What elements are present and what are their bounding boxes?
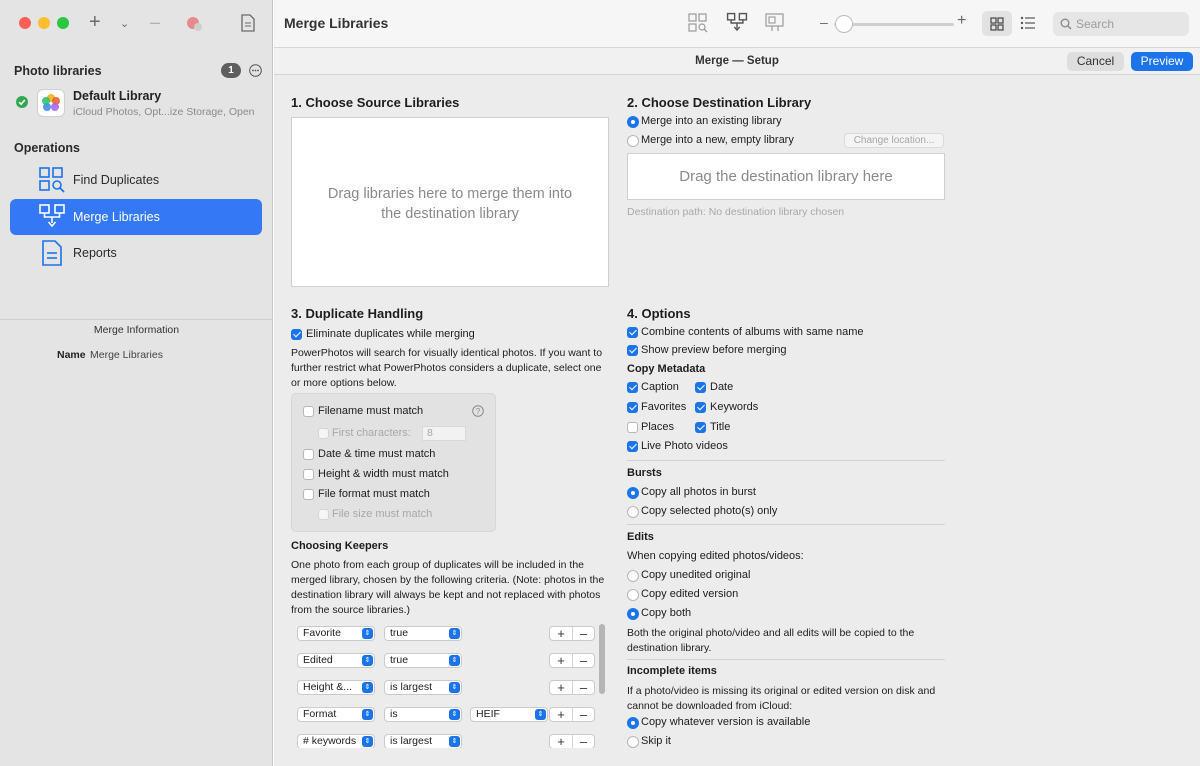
svg-text:?: ?: [475, 407, 481, 416]
height-width-match-checkbox[interactable]: [303, 469, 314, 480]
add-remove-criteria-buttons[interactable]: [549, 653, 595, 668]
popup-arrows-icon: ⇕: [362, 736, 373, 747]
reports-toolbar-icon[interactable]: [764, 12, 786, 34]
incomplete-copy-label: Copy whatever version is available: [641, 716, 811, 728]
info-name-value: Merge Libraries: [90, 349, 163, 361]
eliminate-duplicates-checkbox[interactable]: [291, 329, 302, 340]
incomplete-intro: If a photo/video is missing its original or edited version on disk and cannot be downloaded from iCloud:: [627, 685, 936, 712]
edit-edited-label: Copy edited version: [641, 588, 739, 600]
close-window-button[interactable]: [19, 17, 31, 29]
file-size-match-checkbox[interactable]: [318, 509, 329, 520]
keywords-label: Keywords: [710, 401, 759, 413]
destination-drop-text: Drag the destination library here: [679, 168, 893, 185]
edit-unedited-label: Copy unedited original: [641, 569, 751, 581]
live-photo-label: Live Photo videos: [641, 440, 728, 452]
sidebar-item-label: Merge Libraries: [73, 210, 160, 224]
chevron-down-icon[interactable]: ⌄: [120, 18, 130, 30]
incomplete-skip-label: Skip it: [641, 735, 671, 747]
popup-arrows-icon: ⇕: [362, 655, 373, 666]
criteria-op-value: is largest: [390, 735, 433, 747]
section-heading: 2. Choose Destination Library: [627, 95, 812, 110]
remove-icon: –: [150, 12, 161, 32]
copy-metadata-heading: Copy Metadata: [627, 363, 706, 375]
criteria-field-popup[interactable]: [297, 653, 375, 668]
criteria-value-value: HEIF: [476, 708, 500, 720]
criteria-value-popup[interactable]: [470, 707, 548, 722]
library-count-badge: 1: [221, 63, 241, 78]
add-criteria-icon[interactable]: +: [557, 626, 565, 641]
cancel-button[interactable]: Cancel: [1067, 52, 1124, 71]
criteria-op-value: is largest: [390, 681, 433, 693]
section-heading: 4. Options: [627, 306, 691, 321]
section-heading: 1. Choose Source Libraries: [291, 95, 460, 110]
remove-criteria-icon[interactable]: –: [572, 681, 594, 694]
add-criteria-icon[interactable]: +: [557, 734, 565, 748]
criteria-field-value: Favorite: [303, 627, 341, 639]
criteria-field-popup[interactable]: [297, 707, 375, 722]
title-checkbox[interactable]: [695, 422, 706, 433]
source-drop-text: Drag libraries here to merge them into the destination library: [327, 186, 573, 222]
caption-label: Caption: [641, 381, 679, 393]
source-libraries-dropzone[interactable]: [291, 117, 609, 287]
keepers-description: One photo from each group of duplicates will be included in the merged library, chosen by the following criteria. (Note: photos in the destination library will always be kept and not replaced with photos from the source libraries.): [291, 559, 605, 616]
keywords-checkbox[interactable]: [695, 402, 706, 413]
destination-library-dropzone[interactable]: [627, 153, 945, 200]
merge-new-label: Merge into a new, empty library: [641, 134, 794, 146]
file-size-match-label: File size must match: [332, 508, 433, 520]
popup-arrows-icon: ⇕: [449, 682, 460, 693]
criteria-row: [291, 645, 609, 672]
edits-heading: Edits: [627, 531, 654, 543]
add-icon[interactable]: +: [89, 11, 101, 33]
document-icon[interactable]: [241, 14, 255, 32]
criteria-op-popup[interactable]: [384, 626, 462, 641]
operations-header: Operations: [14, 141, 80, 155]
sidebar-item-merge-libraries[interactable]: [10, 199, 262, 235]
duplicate-criteria-box: [291, 393, 496, 532]
merge-information-title: Merge Information: [93, 324, 180, 336]
sidebar-item-label: Reports: [73, 246, 117, 260]
find-duplicates-toolbar-icon[interactable]: [688, 13, 708, 33]
incomplete-items-heading: Incomplete items: [627, 665, 717, 677]
choosing-keepers-heading: Choosing Keepers: [291, 540, 389, 552]
incomplete-skip-radio[interactable]: [627, 736, 639, 748]
checkmark-icon: [16, 96, 28, 108]
first-characters-field[interactable]: 8: [422, 426, 466, 441]
zoom-slider-knob[interactable]: [835, 15, 853, 33]
show-preview-checkbox[interactable]: [627, 345, 638, 356]
merge-libraries-toolbar-icon[interactable]: [726, 12, 748, 34]
edit-unedited-radio[interactable]: [627, 570, 639, 582]
edits-intro: When copying edited photos/videos:: [627, 550, 804, 562]
remove-criteria-icon[interactable]: –: [572, 654, 594, 667]
add-remove-criteria-buttons[interactable]: [549, 707, 595, 722]
criteria-field-value: Edited: [303, 654, 333, 666]
burst-all-radio[interactable]: [627, 487, 639, 499]
minimize-window-button[interactable]: [38, 17, 50, 29]
sidebar-item-find-duplicates[interactable]: [10, 162, 262, 198]
burst-selected-radio[interactable]: [627, 506, 639, 518]
remove-criteria-icon[interactable]: –: [572, 627, 594, 640]
criteria-field-value: # keywords: [303, 735, 357, 747]
section-heading: 3. Duplicate Handling: [291, 306, 424, 321]
library-status-icon[interactable]: [185, 15, 203, 33]
library-item[interactable]: [10, 86, 262, 120]
preview-button[interactable]: Preview: [1131, 52, 1193, 71]
list-view-icon[interactable]: [1020, 16, 1036, 30]
toolbar: [274, 0, 1200, 48]
favorites-label: Favorites: [641, 401, 687, 413]
date-label: Date: [710, 381, 734, 393]
find-duplicates-icon: [38, 166, 66, 194]
remove-criteria-icon[interactable]: –: [572, 708, 594, 721]
places-checkbox[interactable]: [627, 422, 638, 433]
criteria-row: [291, 726, 609, 748]
criteria-op-value: is: [390, 708, 398, 720]
first-characters-label: First characters:: [332, 427, 411, 439]
add-criteria-icon[interactable]: +: [557, 707, 565, 722]
grid-icon: [990, 17, 1004, 31]
setup-header: [274, 48, 1200, 75]
search-field[interactable]: [1053, 12, 1189, 36]
criteria-row: [291, 618, 609, 645]
combine-albums-checkbox[interactable]: [627, 327, 638, 338]
options-divider: [627, 460, 945, 461]
criteria-op-popup[interactable]: [384, 653, 462, 668]
help-icon[interactable]: [472, 405, 484, 417]
popup-arrows-icon: ⇕: [449, 655, 460, 666]
criteria-op-popup[interactable]: [384, 734, 462, 748]
height-width-match-label: Height & width must match: [318, 468, 449, 480]
filename-match-label: Filename must match: [318, 405, 424, 417]
places-label: Places: [641, 421, 675, 433]
incomplete-copy-radio[interactable]: [627, 717, 639, 729]
zoom-out-icon[interactable]: –: [820, 14, 828, 30]
add-remove-criteria-buttons[interactable]: [549, 734, 595, 748]
sidebar-item-reports[interactable]: [10, 235, 262, 271]
add-remove-criteria-buttons[interactable]: [549, 626, 595, 641]
criteria-op-value: true: [390, 654, 409, 666]
search-placeholder: Search: [1076, 17, 1115, 31]
merge-libraries-icon: [38, 203, 66, 231]
sidebar-item-label: Find Duplicates: [73, 173, 160, 187]
photo-libraries-header: Photo libraries: [14, 64, 102, 78]
live-photo-checkbox[interactable]: [627, 441, 638, 452]
options-divider: [627, 659, 945, 660]
duplicate-description: PowerPhotos will search for visually identical photos. If you want to further restrict what PowerPhotos considers a duplicate, select one or more options below.: [291, 347, 603, 389]
add-criteria-icon[interactable]: +: [557, 653, 565, 668]
info-name-label: Name: [57, 349, 86, 361]
change-location-button[interactable]: Change location...: [844, 133, 944, 148]
bursts-heading: Bursts: [627, 467, 662, 479]
burst-selected-label: Copy selected photo(s) only: [641, 505, 778, 517]
edits-note: Both the original photo/video and all edits will be copied to the destination library.: [627, 627, 915, 654]
criteria-field-popup[interactable]: [297, 734, 375, 748]
library-detail: iCloud Photos, Opt...ize Storage, Open: [73, 106, 255, 118]
zoom-in-icon[interactable]: +: [957, 12, 967, 29]
criteria-field-popup[interactable]: [297, 680, 375, 695]
criteria-op-popup[interactable]: [384, 707, 462, 722]
add-remove-criteria-buttons[interactable]: [549, 680, 595, 695]
file-format-match-checkbox[interactable]: [303, 489, 314, 500]
date-time-match-label: Date & time must match: [318, 448, 436, 460]
edit-both-label: Copy both: [641, 607, 692, 619]
search-icon: [1060, 18, 1072, 30]
combine-albums-label: Combine contents of albums with same name: [641, 326, 864, 338]
criteria-field-value: Height &...: [303, 681, 353, 693]
library-name: Default Library: [73, 89, 162, 103]
burst-all-label: Copy all photos in burst: [641, 486, 756, 498]
sidebar: [0, 0, 273, 766]
keepers-criteria-list: [291, 618, 609, 748]
more-icon[interactable]: [249, 64, 262, 77]
sheet-title: Merge — Setup: [695, 55, 779, 67]
edit-both-radio[interactable]: [627, 608, 639, 620]
popup-arrows-icon: ⇕: [362, 709, 373, 720]
first-characters-checkbox[interactable]: [318, 428, 329, 439]
remove-criteria-icon[interactable]: –: [572, 735, 594, 748]
popup-arrows-icon: ⇕: [449, 736, 460, 747]
criteria-field-popup[interactable]: [297, 626, 375, 641]
merge-new-radio[interactable]: [627, 135, 639, 147]
date-time-match-checkbox[interactable]: [303, 449, 314, 460]
show-preview-label: Show preview before merging: [641, 344, 787, 356]
merge-existing-label: Merge into an existing library: [641, 115, 782, 127]
zoom-window-button[interactable]: [57, 17, 69, 29]
main-panel: [274, 0, 1200, 766]
criteria-op-value: true: [390, 627, 409, 639]
criteria-op-popup[interactable]: [384, 680, 462, 695]
filename-match-checkbox[interactable]: [303, 406, 314, 417]
popup-arrows-icon: ⇕: [449, 709, 460, 720]
criteria-row: [291, 672, 609, 699]
popup-arrows-icon: ⇕: [449, 628, 460, 639]
merge-existing-radio[interactable]: [627, 116, 639, 128]
popup-arrows-icon: ⇕: [362, 628, 373, 639]
popup-arrows-icon: ⇕: [535, 709, 546, 720]
favorites-checkbox[interactable]: [627, 402, 638, 413]
edit-edited-radio[interactable]: [627, 589, 639, 601]
file-format-match-label: File format must match: [318, 488, 430, 500]
reports-icon: [38, 239, 66, 267]
caption-checkbox[interactable]: [627, 382, 638, 393]
title-label: Title: [710, 421, 731, 433]
sidebar-divider: [0, 319, 273, 320]
date-checkbox[interactable]: [695, 382, 706, 393]
criteria-row: [291, 699, 609, 726]
criteria-field-value: Format: [303, 708, 337, 720]
eliminate-duplicates-label: Eliminate duplicates while merging: [306, 328, 475, 340]
window-title: Merge Libraries: [284, 15, 389, 31]
popup-arrows-icon: ⇕: [362, 682, 373, 693]
destination-path: Destination path: No destination library chosen: [627, 206, 845, 218]
photos-app-icon: [37, 89, 65, 117]
criteria-scrollbar[interactable]: [599, 624, 605, 694]
options-divider: [627, 524, 945, 525]
add-criteria-icon[interactable]: +: [557, 680, 565, 695]
grid-view-button[interactable]: [982, 11, 1012, 36]
